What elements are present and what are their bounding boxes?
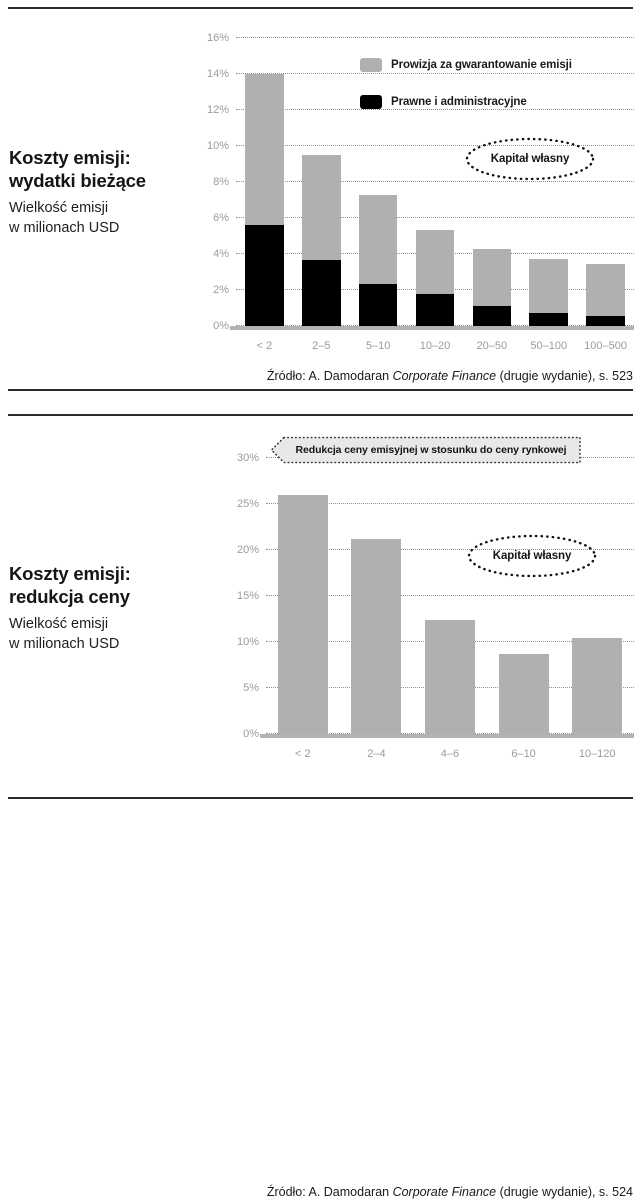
y-axis-tick-label: 10% bbox=[206, 140, 229, 152]
x-axis-tick-label: 5–10 bbox=[365, 340, 391, 352]
x-axis-tick-label: 6–10 bbox=[511, 748, 536, 760]
source-prefix: Źródło: A. Damodaran bbox=[266, 369, 393, 383]
annotation-ellipse-equity-bottom bbox=[466, 533, 598, 579]
bar-slot bbox=[293, 38, 350, 326]
y-axis-tick-label: 6% bbox=[213, 212, 229, 224]
legend-label-underwriting: Prowizja za gwarantowanie emisji bbox=[391, 58, 572, 71]
bar-segment bbox=[302, 155, 341, 260]
y-axis-tick-label: 12% bbox=[206, 104, 229, 116]
x-axis-tick-label: 10–20 bbox=[419, 340, 451, 352]
subtitle-line-1: Wielkość emisji bbox=[9, 199, 109, 216]
caption-block-bottom bbox=[9, 562, 204, 655]
x-axis-tick-label: 2–4 bbox=[367, 748, 386, 760]
annotation-ellipse-equity-top bbox=[464, 136, 596, 182]
bar-segment bbox=[425, 620, 475, 734]
page-title-bottom bbox=[9, 562, 204, 609]
legend-swatch-legal-icon bbox=[360, 95, 382, 109]
title-line-2: redukcja ceny bbox=[9, 586, 130, 608]
caption-block-top bbox=[9, 146, 204, 239]
bar-segment bbox=[302, 260, 341, 326]
y-axis-tick-label: 15% bbox=[236, 590, 259, 602]
y-axis-tick-label: 16% bbox=[206, 32, 229, 44]
bar-segment bbox=[473, 249, 512, 307]
bar-slot bbox=[340, 458, 414, 734]
bar-segment bbox=[245, 225, 284, 326]
annotation-ellipse-label-top: Kapitał własny bbox=[490, 153, 570, 165]
bar-segment bbox=[586, 316, 625, 326]
bar-segment bbox=[572, 638, 622, 734]
annotation-ellipse-label-bottom: Kapitał własny bbox=[492, 550, 572, 562]
subtitle-line-2: w milionach USD bbox=[9, 220, 120, 237]
y-axis-tick-label: 0% bbox=[213, 320, 229, 332]
y-axis-tick-label: 4% bbox=[213, 248, 229, 260]
x-axis-baseline bbox=[260, 734, 634, 738]
bar-segment bbox=[416, 230, 455, 294]
bar[interactable] bbox=[416, 230, 455, 326]
subtitle-line-2: w milionach USD bbox=[9, 636, 120, 653]
divider-middle-lower bbox=[8, 414, 633, 416]
bar[interactable] bbox=[302, 155, 341, 326]
divider-bottom bbox=[8, 797, 633, 799]
x-axis-tick-label: 20–50 bbox=[476, 340, 508, 352]
bar-segment bbox=[359, 195, 398, 284]
bar[interactable] bbox=[425, 620, 475, 734]
x-axis-tick-label: 4–6 bbox=[440, 748, 460, 760]
y-axis-tick-label: 8% bbox=[213, 176, 229, 188]
y-axis-tick-label: 25% bbox=[236, 498, 259, 510]
legend-item bbox=[360, 89, 630, 114]
bar-slot bbox=[236, 38, 293, 326]
y-axis-tick-label: 10% bbox=[236, 636, 259, 648]
x-axis-tick-label: < 2 bbox=[294, 748, 311, 760]
bar-slot bbox=[560, 458, 634, 734]
bar-segment bbox=[529, 313, 568, 327]
divider-top bbox=[8, 7, 633, 9]
bar-segment bbox=[473, 306, 512, 326]
bar[interactable] bbox=[278, 495, 328, 734]
source-prefix: Źródło: A. Damodaran bbox=[266, 1185, 393, 1199]
source-suffix: (drugie wydanie), s. 524 bbox=[496, 1185, 633, 1199]
bar[interactable] bbox=[529, 259, 568, 326]
bar-group bbox=[266, 458, 634, 734]
annotation-banner-label: Redukcja ceny emisyjnej w stosunku do ceny rynkowej bbox=[295, 444, 567, 456]
bar[interactable] bbox=[473, 249, 512, 326]
page-title-top bbox=[9, 146, 204, 193]
subtitle-line-1: Wielkość emisji bbox=[9, 615, 109, 632]
bar-segment bbox=[351, 539, 401, 734]
y-axis-tick-label: 14% bbox=[206, 68, 229, 80]
bar[interactable] bbox=[572, 638, 622, 734]
legend-item bbox=[360, 52, 630, 77]
bar[interactable] bbox=[245, 74, 284, 326]
bar-slot bbox=[487, 458, 561, 734]
bar-segment bbox=[499, 654, 549, 734]
annotation-banner-price-reduction bbox=[270, 436, 582, 464]
panel-redukcja-ceny bbox=[0, 420, 637, 1199]
bar-segment bbox=[416, 294, 455, 326]
y-axis-tick-label: 5% bbox=[243, 682, 259, 694]
y-axis-tick-label: 20% bbox=[236, 544, 259, 556]
chart-top bbox=[206, 32, 634, 352]
chart-bottom bbox=[236, 444, 634, 760]
bar-segment bbox=[245, 74, 284, 225]
legend-label-legal: Prawne i administracyjne bbox=[391, 95, 527, 108]
title-line-1: Koszty emisji: bbox=[9, 147, 131, 168]
bar-segment bbox=[278, 495, 328, 734]
panel-wydatki-biezace bbox=[0, 14, 637, 386]
x-axis-tick-label: 50–100 bbox=[530, 340, 568, 352]
x-axis-tick-label: 2–5 bbox=[312, 340, 331, 352]
divider-middle-upper bbox=[8, 389, 633, 391]
x-axis-labels bbox=[236, 340, 634, 352]
x-axis-tick-label: 10–120 bbox=[578, 748, 616, 760]
x-axis-baseline bbox=[230, 326, 634, 330]
source-suffix: (drugie wydanie), s. 523 bbox=[496, 369, 633, 383]
caption-subtitle-top bbox=[9, 198, 204, 239]
title-line-2: wydatki bieżące bbox=[9, 170, 146, 192]
source-note-bottom bbox=[267, 1185, 633, 1199]
bar-segment bbox=[529, 259, 568, 312]
bar-segment bbox=[359, 284, 398, 326]
bar-segment bbox=[586, 264, 625, 316]
source-italic: Corporate Finance bbox=[392, 369, 497, 383]
source-italic: Corporate Finance bbox=[392, 1185, 497, 1199]
bar[interactable] bbox=[359, 195, 398, 326]
x-axis-labels bbox=[266, 748, 634, 760]
y-axis-tick-label: 0% bbox=[243, 728, 259, 740]
y-axis-tick-label: 2% bbox=[213, 284, 229, 296]
x-axis-tick-label: < 2 bbox=[256, 340, 273, 352]
source-note-top bbox=[267, 369, 633, 383]
chart-bottom-plot-area bbox=[236, 452, 634, 760]
x-axis-tick-label: 100–500 bbox=[584, 340, 627, 352]
bar[interactable] bbox=[351, 539, 401, 734]
bar-slot bbox=[266, 458, 340, 734]
title-line-1: Koszty emisji: bbox=[9, 563, 131, 584]
y-axis-tick-label: 30% bbox=[236, 452, 259, 464]
caption-subtitle-bottom bbox=[9, 614, 204, 655]
bar[interactable] bbox=[499, 654, 549, 734]
bar-slot bbox=[413, 458, 487, 734]
bar[interactable] bbox=[586, 264, 625, 326]
legend-swatch-underwriting-icon bbox=[360, 58, 382, 72]
chart-legend-top bbox=[360, 52, 630, 126]
